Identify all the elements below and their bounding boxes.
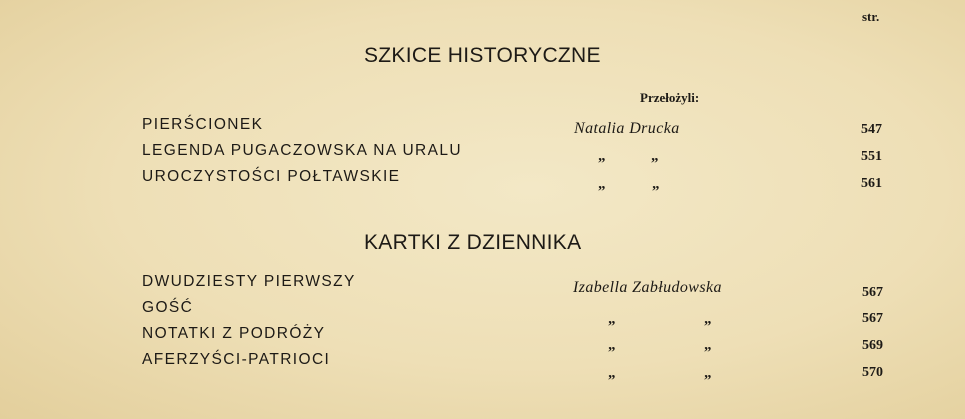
entry-title: AFERZYŚCI-PATRIOCI bbox=[142, 351, 331, 368]
entry-translator: Izabella Zabłudowska bbox=[573, 279, 722, 296]
entry-page-number: 570 bbox=[862, 365, 883, 380]
toc-entry bbox=[0, 116, 965, 140]
entry-title: NOTATKI Z PODRÓŻY bbox=[142, 325, 326, 342]
ditto-mark: „ bbox=[608, 311, 616, 327]
entry-title: LEGENDA PUGACZOWSKA NA URALU bbox=[142, 142, 462, 159]
section-title: SZKICE HISTORYCZNE bbox=[364, 44, 601, 67]
ditto-mark: „ bbox=[704, 337, 712, 353]
ditto-mark: „ bbox=[704, 311, 712, 327]
entry-title: UROCZYSTOŚCI POŁTAWSKIE bbox=[142, 168, 401, 185]
translators-label: Przełożyli: bbox=[640, 90, 700, 105]
entry-page-number: 561 bbox=[861, 176, 882, 191]
toc-entry bbox=[0, 351, 965, 381]
entry-title: GOŚĆ bbox=[142, 299, 194, 316]
entry-title: PIERŚCIONEK bbox=[142, 116, 264, 133]
toc-entry bbox=[0, 168, 965, 192]
ditto-mark: „ bbox=[598, 176, 606, 192]
ditto-mark: „ bbox=[652, 176, 660, 192]
page-column-label: str. bbox=[862, 9, 880, 24]
ditto-mark: „ bbox=[704, 365, 712, 381]
toc-entry bbox=[0, 273, 965, 300]
toc-entry bbox=[0, 299, 965, 327]
section-title: KARTKI Z DZIENNIKA bbox=[364, 231, 582, 254]
ditto-mark: „ bbox=[598, 148, 606, 164]
ditto-mark: „ bbox=[608, 365, 616, 381]
ditto-mark: „ bbox=[651, 148, 659, 164]
toc-entry bbox=[0, 325, 965, 353]
entry-page-number: 567 bbox=[862, 311, 883, 326]
ditto-mark: „ bbox=[608, 337, 616, 353]
entry-page-number: 547 bbox=[861, 122, 882, 137]
entry-page-number: 567 bbox=[862, 285, 883, 300]
entry-translator: Natalia Drucka bbox=[574, 120, 680, 137]
entry-title: DWUDZIESTY PIERWSZY bbox=[142, 273, 356, 290]
toc-entry bbox=[0, 142, 965, 166]
entry-page-number: 569 bbox=[862, 338, 883, 353]
entry-page-number: 551 bbox=[861, 149, 882, 164]
